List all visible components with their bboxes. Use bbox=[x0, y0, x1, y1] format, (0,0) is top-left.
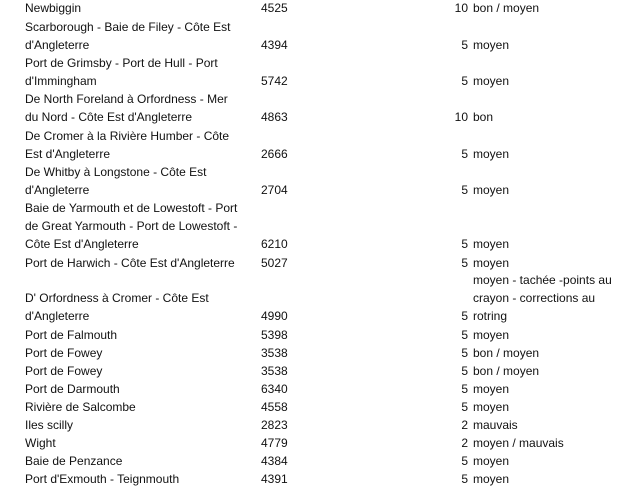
table-row bbox=[0, 54, 640, 90]
chart-name-cell bbox=[25, 362, 255, 380]
quantity-cell: 5 bbox=[461, 382, 468, 396]
chart-number-cell: 4558 bbox=[261, 400, 288, 414]
chart-number-cell: 4779 bbox=[261, 436, 288, 450]
condition-line: moyen - tachée -points au bbox=[473, 273, 612, 287]
condition-line: moyen bbox=[473, 237, 510, 251]
chart-name-line: d'Angleterre bbox=[25, 183, 90, 197]
chart-number-cell: 2666 bbox=[261, 147, 288, 161]
quantity-cell: 5 bbox=[461, 454, 468, 468]
chart-name-line: D' Orfordness à Cromer - Côte Est bbox=[25, 291, 209, 305]
condition-line: moyen bbox=[473, 400, 510, 414]
condition-line: moyen / mauvais bbox=[473, 436, 564, 450]
chart-name-cell bbox=[25, 127, 255, 163]
quantity-cell: 5 bbox=[461, 328, 468, 342]
quantity-cell: 2 bbox=[461, 436, 468, 450]
chart-name-line: du Nord - Côte Est d'Angleterre bbox=[25, 110, 193, 124]
quantity-cell: 10 bbox=[454, 110, 468, 124]
condition-cell bbox=[473, 108, 638, 126]
chart-name-cell bbox=[25, 289, 255, 325]
chart-number-cell: 2823 bbox=[261, 418, 288, 432]
chart-name-cell bbox=[25, 470, 255, 488]
table-row bbox=[0, 326, 640, 344]
quantity-cell: 5 bbox=[461, 38, 468, 52]
chart-name-cell bbox=[25, 90, 255, 126]
table-row bbox=[0, 380, 640, 398]
condition-cell bbox=[473, 416, 638, 434]
condition-cell bbox=[473, 36, 638, 54]
chart-name-line: De North Foreland à Orfordness - Mer bbox=[25, 92, 228, 106]
chart-name-line: d'Angleterre bbox=[25, 38, 90, 52]
chart-name-line: Baie de Yarmouth et de Lowestoft - Port bbox=[25, 201, 238, 215]
chart-number-cell: 4990 bbox=[261, 309, 288, 323]
condition-line: crayon - corrections au bbox=[473, 291, 596, 305]
condition-cell bbox=[473, 326, 638, 344]
chart-number-cell: 3538 bbox=[261, 346, 288, 360]
chart-number-cell: 2704 bbox=[261, 183, 288, 197]
chart-number-cell: 4394 bbox=[261, 38, 288, 52]
quantity-cell: 5 bbox=[461, 400, 468, 414]
quantity-cell: 5 bbox=[461, 346, 468, 360]
chart-number-cell: 6210 bbox=[261, 237, 288, 251]
table-row bbox=[0, 271, 640, 326]
quantity-cell: 5 bbox=[461, 472, 468, 486]
condition-line: bon bbox=[473, 110, 494, 124]
chart-number-cell: 4525 bbox=[261, 1, 288, 15]
quantity-cell: 10 bbox=[454, 1, 468, 15]
chart-name-cell bbox=[25, 344, 255, 362]
chart-name-cell bbox=[25, 199, 255, 253]
table-row bbox=[0, 344, 640, 362]
chart-number-cell: 6340 bbox=[261, 382, 288, 396]
table-row bbox=[0, 90, 640, 127]
condition-line: moyen bbox=[473, 183, 510, 197]
chart-name-line: Wight bbox=[25, 436, 56, 450]
condition-cell bbox=[473, 380, 638, 398]
chart-name-cell bbox=[25, 254, 255, 272]
condition-cell bbox=[473, 145, 638, 163]
chart-name-line: Port de Falmouth bbox=[25, 328, 118, 342]
chart-name-line: Baie de Penzance bbox=[25, 454, 123, 468]
table-row bbox=[0, 470, 640, 488]
table-row bbox=[0, 362, 640, 380]
condition-cell bbox=[473, 254, 638, 272]
condition-line: bon / moyen bbox=[473, 364, 540, 378]
chart-name-cell bbox=[25, 18, 255, 54]
condition-cell bbox=[473, 362, 638, 380]
chart-number-cell: 3538 bbox=[261, 364, 288, 378]
condition-line: moyen bbox=[473, 256, 510, 270]
chart-name-line: Port d'Exmouth - Teignmouth bbox=[25, 472, 180, 486]
chart-name-cell bbox=[25, 326, 255, 344]
table-row bbox=[0, 416, 640, 434]
table-row bbox=[0, 163, 640, 199]
table-row bbox=[0, 127, 640, 163]
condition-cell bbox=[473, 434, 638, 452]
condition-cell bbox=[473, 72, 638, 90]
condition-cell bbox=[473, 452, 638, 470]
condition-line: moyen bbox=[473, 454, 510, 468]
condition-line: moyen bbox=[473, 147, 510, 161]
quantity-cell: 5 bbox=[461, 74, 468, 88]
condition-cell bbox=[473, 344, 638, 362]
chart-name-line: Newbiggin bbox=[25, 1, 82, 15]
condition-cell bbox=[473, 235, 638, 253]
chart-name-line: Port de Fowey bbox=[25, 346, 103, 360]
table-row bbox=[0, 199, 640, 254]
condition-cell bbox=[473, 271, 638, 325]
chart-name-cell bbox=[25, 398, 255, 416]
table-row bbox=[0, 452, 640, 470]
condition-line: rotring bbox=[473, 309, 508, 323]
chart-name-line: De Whitby à Longstone - Côte Est bbox=[25, 165, 207, 179]
condition-line: bon / moyen bbox=[473, 346, 540, 360]
quantity-cell: 5 bbox=[461, 309, 468, 323]
condition-cell bbox=[473, 181, 638, 199]
condition-line: moyen bbox=[473, 328, 510, 342]
chart-name-cell bbox=[25, 416, 255, 434]
chart-number-cell: 5027 bbox=[261, 256, 288, 270]
condition-line: moyen bbox=[473, 38, 510, 52]
condition-cell bbox=[473, 470, 638, 488]
chart-name-cell bbox=[25, 434, 255, 452]
condition-line: mauvais bbox=[473, 418, 518, 432]
chart-number-cell: 5398 bbox=[261, 328, 288, 342]
table-row bbox=[0, 0, 640, 18]
chart-name-cell bbox=[25, 54, 255, 90]
chart-name-line: d'Immingham bbox=[25, 74, 97, 88]
chart-name-line: Port de Harwich - Côte Est d'Angleterre bbox=[25, 256, 235, 270]
table-row bbox=[0, 398, 640, 416]
chart-name-line: Port de Darmouth bbox=[25, 382, 120, 396]
table-row bbox=[0, 254, 640, 271]
chart-name-cell bbox=[25, 452, 255, 470]
chart-number-cell: 5742 bbox=[261, 74, 288, 88]
table-row bbox=[0, 434, 640, 452]
chart-name-line: De Cromer à la Rivière Humber - Côte bbox=[25, 129, 230, 143]
chart-number-cell: 4384 bbox=[261, 454, 288, 468]
chart-name-line: de Great Yarmouth - Port de Lowestoft - bbox=[25, 219, 238, 233]
chart-name-line: Rivière de Salcombe bbox=[25, 400, 136, 414]
chart-name-line: Est d'Angleterre bbox=[25, 147, 111, 161]
chart-name-cell bbox=[25, 0, 255, 17]
quantity-cell: 2 bbox=[461, 418, 468, 432]
chart-number-cell: 4863 bbox=[261, 110, 288, 124]
condition-cell bbox=[473, 0, 638, 17]
table-row bbox=[0, 18, 640, 54]
condition-line: moyen bbox=[473, 74, 510, 88]
quantity-cell: 5 bbox=[461, 256, 468, 270]
chart-name-line: d'Angleterre bbox=[25, 309, 90, 323]
quantity-cell: 5 bbox=[461, 237, 468, 251]
chart-name-line: Iles scilly bbox=[25, 418, 74, 432]
chart-name-cell bbox=[25, 163, 255, 199]
chart-name-line: Côte Est d'Angleterre bbox=[25, 237, 139, 251]
quantity-cell: 5 bbox=[461, 183, 468, 197]
condition-line: bon / moyen bbox=[473, 1, 540, 15]
condition-cell bbox=[473, 398, 638, 416]
chart-name-line: Scarborough - Baie de Filey - Côte Est bbox=[25, 20, 231, 34]
chart-name-line: Port de Grimsby - Port de Hull - Port bbox=[25, 56, 218, 70]
condition-line: moyen bbox=[473, 472, 510, 486]
chart-number-cell: 4391 bbox=[261, 472, 288, 486]
chart-name-line: Port de Fowey bbox=[25, 364, 103, 378]
quantity-cell: 5 bbox=[461, 364, 468, 378]
quantity-cell: 5 bbox=[461, 147, 468, 161]
chart-name-cell bbox=[25, 380, 255, 398]
condition-line: moyen bbox=[473, 382, 510, 396]
